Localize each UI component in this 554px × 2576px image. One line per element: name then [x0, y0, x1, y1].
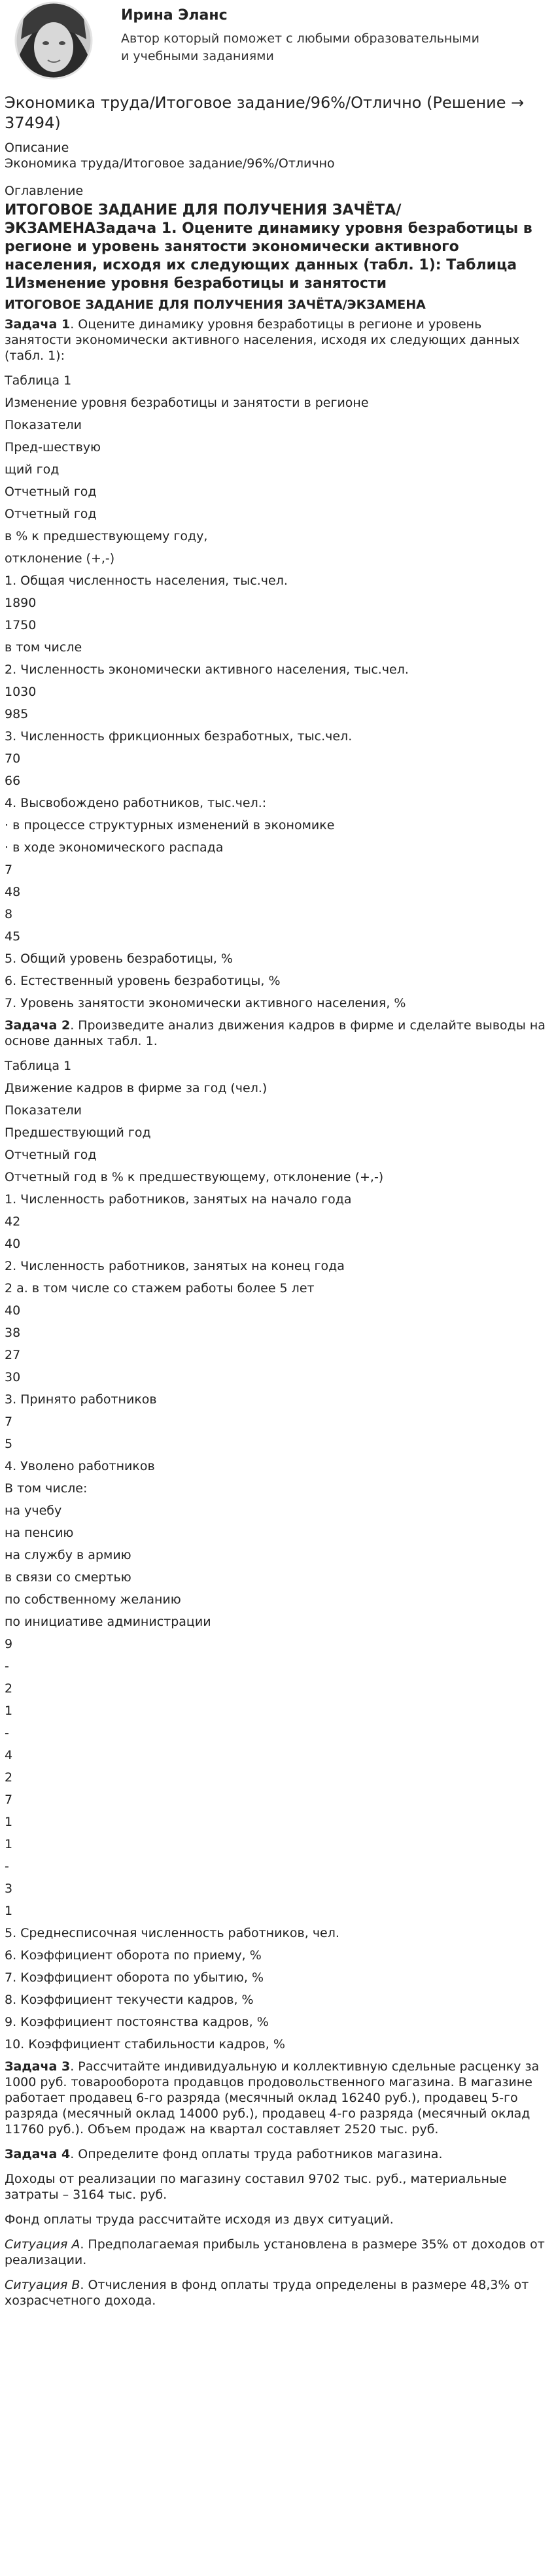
task2-line: Движение кадров в фирме за год (чел.): [5, 1081, 268, 1095]
task1-line: 3. Численность фрикционных безработных, тыс.чел.: [5, 729, 353, 744]
situation-b-label: Ситуация В: [5, 2278, 80, 2292]
task2-line: 40: [5, 1237, 21, 1251]
task2-line: по инициативе администрации: [5, 1615, 211, 1629]
task2-line: 1: [5, 1904, 13, 1918]
task2-line: на учебу: [5, 1503, 62, 1518]
task1-line: отклонение (+,-): [5, 551, 115, 566]
task2-line: 42: [5, 1214, 21, 1229]
task2-line: 4: [5, 1748, 13, 1762]
task1-line: 48: [5, 885, 21, 899]
task2-line: 4. Уволено работников: [5, 1459, 155, 1473]
author-avatar[interactable]: [5, 0, 103, 85]
task4-text: . Определите фонд оплаты труда работников магазина.: [70, 2147, 443, 2161]
task2-line: 10. Коэффициент стабильности кадров, %: [5, 2037, 285, 2052]
task1-line: 7: [5, 863, 13, 877]
task2-line: 2: [5, 1770, 13, 1785]
task1-line: 6. Естественный уровень безработицы, %: [5, 974, 281, 988]
task1-line: 1750: [5, 618, 37, 632]
task2-label: Задача 2: [5, 1018, 71, 1033]
author-portrait-icon: [5, 0, 103, 85]
situation-b-text: . Отчисления в фонд оплаты труда определены в размере 48,3% от хозрасчетного дохода.: [5, 2278, 529, 2308]
task1-lines: [5, 373, 546, 1011]
task2-line: 2: [5, 1681, 13, 1696]
situation-a-label: Ситуация А: [5, 2237, 80, 2252]
task1-line: Пред-шествую: [5, 440, 101, 455]
toc-heading[interactable]: ИТОГОВОЕ ЗАДАНИЕ ДЛЯ ПОЛУЧЕНИЯ ЗАЧЁТА/ЭКЗАМЕНАЗадача 1. Оцените динамику уровня безработицы в регионе и уровень занятости экономически активного населения, исходя их следующих данных (табл. 1): Таблица 1Изменение уровня безработицы и занятости: [5, 202, 532, 292]
task1-line: 985: [5, 707, 29, 721]
task1-line: Отчетный год: [5, 507, 97, 521]
task2-line: 7. Коэффициент оборота по убытию, %: [5, 1970, 264, 1985]
task2-line: Таблица 1: [5, 1059, 72, 1073]
task2-line: 38: [5, 1326, 21, 1340]
task1-label: Задача 1: [5, 317, 71, 332]
task1-line: Изменение уровня безработицы и занятости в регионе: [5, 396, 369, 410]
task1-line: 70: [5, 751, 21, 766]
task1-line: 7. Уровень занятости экономически активного населения, %: [5, 996, 406, 1010]
task4-fund: Фонд оплаты труда рассчитайте исходя из двух ситуаций.: [5, 2212, 394, 2227]
task1-line: 45: [5, 929, 21, 944]
task3-label: Задача 3: [5, 2059, 71, 2074]
task2-line: 9. Коэффициент постоянства кадров, %: [5, 2015, 269, 2029]
situation-a: [5, 2237, 546, 2268]
task2-line: 3: [5, 1881, 13, 1896]
task1-text: . Оцените динамику уровня безработицы в регионе и уровень занятости экономически активного населения, исходя их следующих данных (табл. 1):: [5, 317, 520, 363]
task1-line: 4. Высвобождено работников, тыс.чел.:: [5, 796, 267, 810]
author-name[interactable]: Ирина Эланс: [121, 7, 228, 24]
author-description: Автор который поможет с любыми образовательными и учебными заданиями: [121, 31, 480, 63]
task2-line: 8. Коэффициент текучести кадров, %: [5, 1993, 254, 2007]
task1-line: 8: [5, 907, 13, 921]
task2-line: 27: [5, 1348, 21, 1362]
section-subheading: ИТОГОВОЕ ЗАДАНИЕ ДЛЯ ПОЛУЧЕНИЯ ЗАЧЁТА/ЭКЗАМЕНА: [5, 298, 426, 312]
task2-line: 1: [5, 1837, 13, 1851]
toc-label: Оглавление: [5, 184, 84, 198]
task2-line: В том числе:: [5, 1481, 88, 1496]
task1-line: 1030: [5, 685, 37, 699]
task2-line: Отчетный год в % к предшествующему, отклонение (+,-): [5, 1170, 384, 1184]
task2-line: в связи со смертью: [5, 1570, 131, 1585]
task2-line: 7: [5, 1415, 13, 1429]
situation-b: [5, 2277, 546, 2309]
task1-line: Таблица 1: [5, 373, 72, 388]
task1-line: · в ходе экономического распада: [5, 840, 224, 855]
task2-line: 1: [5, 1704, 13, 1718]
task1-line: Показатели: [5, 418, 82, 432]
task2-line: 1. Численность работников, занятых на начало года: [5, 1192, 352, 1207]
task2-line: 3. Принято работников: [5, 1392, 157, 1407]
task2-line: 7: [5, 1793, 13, 1807]
task1-line: Отчетный год: [5, 485, 97, 499]
task2-line: на службу в армию: [5, 1548, 131, 1562]
task2-line: -: [5, 1859, 9, 1874]
breadcrumb: Экономика труда/Итоговое задание/96%/Отлично: [5, 156, 335, 171]
task1-line: 2. Численность экономически активного населения, тыс.чел.: [5, 662, 409, 677]
task2-line: Отчетный год: [5, 1148, 97, 1162]
task4-income: Доходы от реализации по магазину составил 9702 тыс. руб., материальные затраты – 3164 тыс. руб.: [5, 2172, 507, 2202]
task2-line: 6. Коэффициент оборота по приему, %: [5, 1948, 262, 1963]
task2-line: -: [5, 1659, 9, 1674]
task2-line: по собственному желанию: [5, 1592, 181, 1607]
task1-line: в % к предшествующему году,: [5, 529, 208, 543]
task2-line: на пенсию: [5, 1526, 74, 1540]
task2-paragraph: [5, 1018, 546, 1049]
task2-line: Показатели: [5, 1103, 82, 1118]
task2-line: 9: [5, 1637, 13, 1651]
task1-paragraph: [5, 317, 546, 364]
task1-line: щий год: [5, 462, 60, 477]
task1-line: 1890: [5, 596, 37, 610]
task2-lines: [5, 1058, 546, 2052]
task2-text: . Произведите анализ движения кадров в фирме и сделайте выводы на основе данных табл. 1.: [5, 1018, 545, 1048]
task2-line: Предшествующий год: [5, 1125, 151, 1140]
task2-line: 5. Среднесписочная численность работников, чел.: [5, 1926, 339, 1940]
task1-line: · в процессе структурных изменений в экономике: [5, 818, 335, 833]
task3-paragraph: [5, 2059, 546, 2137]
task2-line: 1: [5, 1815, 13, 1829]
task2-line: 5: [5, 1437, 13, 1451]
description-label: Описание: [5, 141, 69, 155]
task2-line: 2. Численность работников, занятых на конец года: [5, 1259, 345, 1273]
task4-paragraph: [5, 2146, 546, 2162]
author-card: [5, 0, 546, 93]
task2-line: 2 а. в том числе со стажем работы более 5 лет: [5, 1281, 315, 1296]
task3-text: . Рассчитайте индивидуальную и коллективную сдельные расценку за 1000 руб. товарооборота продавцов продовольственного магазина. В магазине работает продавец 6-го разряда (месячный оклад 16240 руб.), продавец 5-го разряда (месячный оклад 14000 руб.), продавец 4-го разряда (месячный оклад 11760 руб.). Объем продаж на квартал составляет 2520 тыс. руб.: [5, 2059, 540, 2137]
task4-label: Задача 4: [5, 2147, 71, 2161]
task2-line: 30: [5, 1370, 21, 1384]
work-title: Экономика труда/Итоговое задание/96%/Отлично (Решение → 37494): [5, 94, 525, 132]
task1-line: 5. Общий уровень безработицы, %: [5, 952, 233, 966]
task2-line: -: [5, 1726, 9, 1740]
task1-line: 66: [5, 774, 21, 788]
task1-line: 1. Общая численность населения, тыс.чел.: [5, 574, 288, 588]
task1-line: в том числе: [5, 640, 82, 655]
situation-a-text: . Предполагаемая прибыль установлена в размере 35% от доходов от реализации.: [5, 2237, 545, 2267]
task2-line: 40: [5, 1303, 21, 1318]
